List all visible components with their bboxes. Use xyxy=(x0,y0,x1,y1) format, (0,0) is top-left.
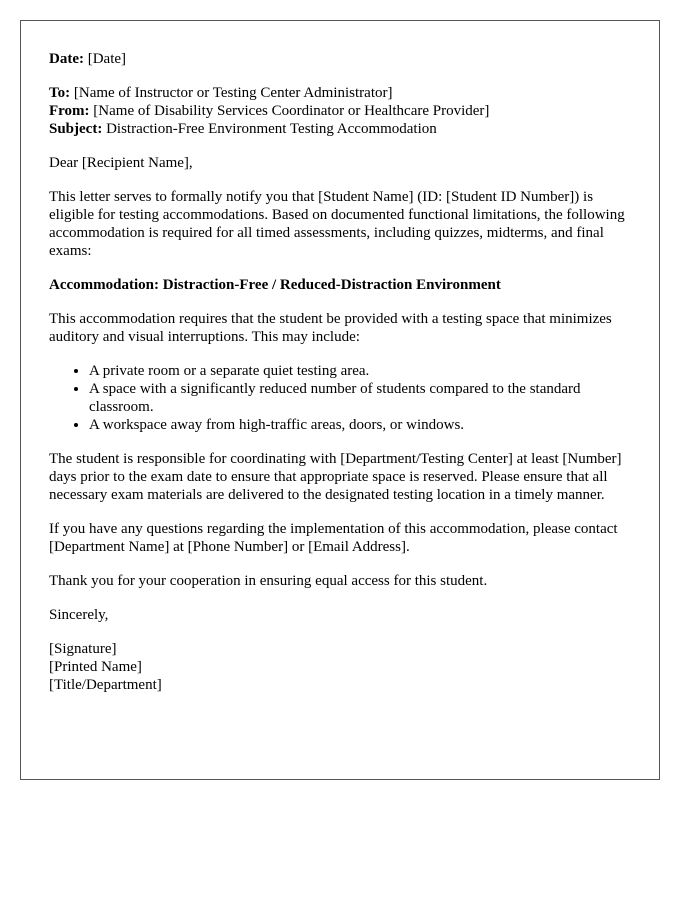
closing: Sincerely, xyxy=(49,607,109,623)
title-department: [Title/Department] xyxy=(49,677,162,693)
subject-value: Distraction-Free Environment Testing Accommodation xyxy=(106,121,437,137)
accommodation-title: Accommodation: Distraction-Free / Reduced-Distraction Environment xyxy=(49,277,501,293)
to-label: To: xyxy=(49,85,71,101)
intro-paragraph: This letter serves to formally notify you that [Student Name] (ID: [Student ID Number]) is eligible for testing accommodations. Based on documented functional limitations, the following accommodation is required for all timed assessments, including quizzes, midterms, and final exams: xyxy=(49,189,625,259)
date-value: [Date] xyxy=(87,51,127,67)
from-value: [Name of Disability Services Coordinator or Healthcare Provider] xyxy=(93,103,490,119)
letter-document xyxy=(20,20,660,780)
from-line xyxy=(49,102,631,120)
date-label: Date: xyxy=(49,51,84,67)
from-label: From: xyxy=(49,103,90,119)
signature-block xyxy=(49,640,631,694)
accommodation-description: This accommodation requires that the student be provided with a testing space that minimizes auditory and visual interruptions. This may include: xyxy=(49,311,612,345)
date-line xyxy=(49,50,631,68)
to-line xyxy=(49,84,631,102)
subject-line xyxy=(49,120,631,138)
to-value: [Name of Instructor or Testing Center Administrator] xyxy=(73,85,393,101)
accommodation-options-list xyxy=(49,362,631,434)
signature: [Signature] xyxy=(49,641,117,657)
contact-paragraph: If you have any questions regarding the implementation of this accommodation, please contact [Department Name] at [Phone Number] or [Email Address]. xyxy=(49,521,618,555)
printed-name: [Printed Name] xyxy=(49,659,142,675)
list-item: • A private room or a separate quiet testing area. xyxy=(89,362,631,380)
thanks-paragraph: Thank you for your cooperation in ensuring equal access for this student. xyxy=(49,573,488,589)
salutation: Dear [Recipient Name], xyxy=(49,155,193,171)
subject-label: Subject: xyxy=(49,121,103,137)
list-item: • A workspace away from high-traffic areas, doors, or windows. xyxy=(89,416,631,434)
responsibility-paragraph: The student is responsible for coordinating with [Department/Testing Center] at least [Number] days prior to the exam date to ensure that appropriate space is reserved. Please ensure that all necessary exam materials are delivered to the designated testing location in a timely manner. xyxy=(49,451,622,503)
list-item: • A space with a significantly reduced number of students compared to the standard classroom. xyxy=(89,380,631,416)
